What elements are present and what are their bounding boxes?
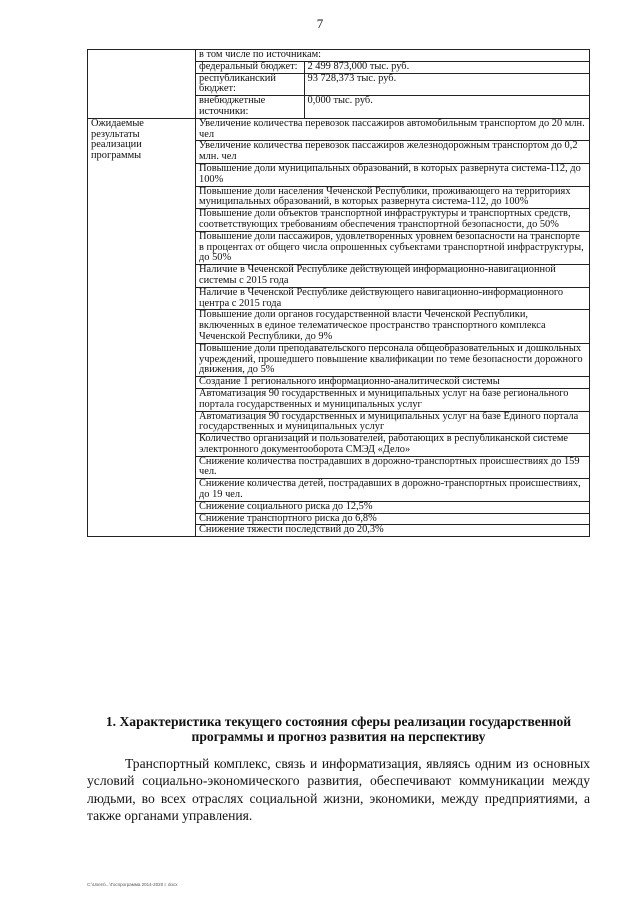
funding-row [196, 96, 589, 118]
funding-table [196, 62, 589, 118]
result-item: Снижение количества пострадавших в дорожно-транспортных происшествиях до 159 чел. [196, 456, 590, 479]
result-item: Снижение тяжести последствий до 20,3% [196, 525, 590, 537]
result-item: Повышение доли муниципальных образований, в которых развернута система-112, до 100% [196, 163, 590, 186]
result-item: Повышение доли населения Чеченской Республики, проживающего на территориях муниципальных образований, в которых развернута система-112, до 100% [196, 186, 590, 209]
result-item: Повышение доли пассажиров, удовлетворенных уровнем безопасности на транспорте в процентах от общего числа опрошенных субъектами транспортной инфраструктуры, до 50% [196, 231, 590, 264]
page-number: 7 [316, 16, 324, 31]
result-item: Увеличение количества перевозок пассажиров автомобильным транспортом до 20 млн. чел [196, 118, 590, 141]
result-item: Наличие в Чеченской Республике действующего навигационно-информационного центра с 2015 года [196, 287, 590, 310]
empty-label-cell [88, 50, 196, 62]
result-item: Повышение доли органов государственной власти Чеченской Республики, включенных в единое телематическое пространство транспортного комплекса Чеченской Республики, до 9% [196, 310, 590, 343]
passport-table [87, 49, 590, 537]
file-path-footer: С:\Users\...\Госпрограмма 2014-2020 г. docx [87, 882, 178, 887]
funding-amount: 93 728,373 тыс. руб. [304, 73, 589, 96]
result-item: Автоматизация 90 государственных и муниципальных услуг на базе Единого портала государственных и муниципальных услуг [196, 411, 590, 434]
results-label: Ожидаемые результаты реализации программы [88, 118, 196, 536]
result-item: Повышение доли преподавательского персонала общеобразовательных и дошкольных учреждений, прошедшего повышение квалификации по теме безопасности дорожного движения, до 5% [196, 343, 590, 376]
funding-cell [196, 61, 590, 118]
result-item: Наличие в Чеченской Республике действующей информационно-навигационной системы с 2015 года [196, 265, 590, 288]
result-item: Создание 1 регионального информационно-аналитической системы [196, 377, 590, 389]
result-item: Повышение доли объектов транспортной инфраструктуры и транспортных средств, соответствующих требованиям обеспечения транспортной безопасности, до 50% [196, 209, 590, 232]
result-item: Снижение социального риска до 12,5% [196, 501, 590, 513]
result-item: Автоматизация 90 государственных и муниципальных услуг на базе регионального портала государственных и муниципальных услуг [196, 388, 590, 411]
result-item: Снижение количества детей, пострадавших в дорожно-транспортных происшествиях, до 19 чел. [196, 479, 590, 502]
funding-amount: 0,000 тыс. руб. [304, 96, 589, 118]
funding-row [196, 62, 589, 73]
result-item: Снижение транспортного риска до 6,8% [196, 513, 590, 525]
funding-source-label: федеральный бюджет: [196, 62, 304, 73]
result-item: Увеличение количества перевозок пассажиров железнодорожным транспортом до 0,2 млн. чел [196, 141, 590, 164]
funding-source-label: внебюджетные источники: [196, 96, 304, 118]
funding-amount: 2 499 873,000 тыс. руб. [304, 62, 589, 73]
funding-row [196, 73, 589, 96]
result-item: Количество организаций и пользователей, работающих в республиканской системе электронного документооборота СМЭД «Дело» [196, 434, 590, 457]
funding-header: в том числе по источникам: [196, 50, 590, 62]
empty-label-cell [88, 61, 196, 118]
body-paragraph: Транспортный комплекс, связь и информатизация, являясь одним из основных условий социально-экономического развития, обеспечивают коммуникации между людьми, во всех отраслях социальной жизни, экономики, между предприятиями, а также органами управления. [87, 756, 590, 823]
funding-source-label: республиканский бюджет: [196, 73, 304, 96]
section-heading: 1. Характеристика текущего состояния сферы реализации государственной программы и прогноз развития на перспективу [105, 714, 572, 744]
